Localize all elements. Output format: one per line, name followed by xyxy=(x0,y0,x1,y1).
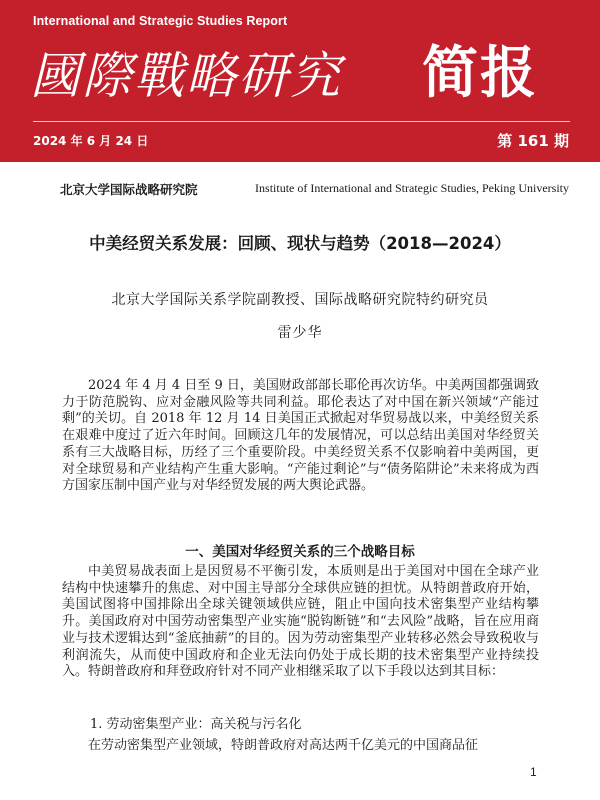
page-number: 1 xyxy=(530,765,537,779)
body-paragraph-2: 中美贸易战表面上是因贸易不平衡引发，本质则是出于美国对中国在全球产业结构中快速攀升的焦虑、对中国主导部分全球供应链的担忧。从特朗普政府开始，美国试图将中国排除出全球关键领域供应链，阻止中国向技术密集型产业结构攀升。美国政府对中国劳动密集型产业实施“脱钩断链”和“去风险”战略，旨在应用商业与技术逻辑达到“釜底抽薪”的目的。因为劳动密集型产业转移必然会导致税收与利润流失，从而使中国政府和企业无法向仍处于成长期的技术密集型产业持续投入。特朗普政府和拜登政府针对不同产业相继采取了以下手段以达到其目标： xyxy=(62,564,539,680)
body-paragraph-1: 2024 年 4 月 4 日至 9 日，美国财政部部长耶伦再次访华。中美两国都强调致力于防范脱钩、应对金融风险等共同利益。耶伦表达了对中国在新兴领域“产能过剩”的关切。自 2018 年 12 月 14 日美国正式掀起对华贸易战以来，中美经贸关系在艰难中度过了近六年时间。回顾这几年的发展情况，可以总结出美国对华经贸关系有三大战略目标，历经了三个重要阶段。中美经贸关系不仅影响着中美两国，更对全球贸易和产业结构产生重大影响。“产能过剩论”与“债务陷阱论”未来将成为西方国家压制中国产业与对华经贸发展的两大舆论武器。 xyxy=(62,378,539,494)
report-english-name: International and Strategic Studies Report xyxy=(33,14,288,28)
report-title-calligraphy: 國際戰略研究 xyxy=(30,47,342,105)
issue-number: 第 161 期 xyxy=(497,132,569,150)
banner-divider xyxy=(33,121,570,122)
author-affiliation: 北京大学国际关系学院副教授、国际战略研究院特约研究员 xyxy=(111,292,489,308)
section-heading-1: 一、美国对华经贸关系的三个战略目标 xyxy=(185,544,415,560)
report-title-jianbao: 简报 xyxy=(422,41,538,106)
report-banner xyxy=(0,0,600,162)
institute-name-en: Institute of International and Strategic Studies, Peking University xyxy=(255,181,569,195)
article-title: 中美经贸关系发展：回顾、现状与趋势（2018—2024） xyxy=(89,234,511,253)
subheading-1: 1. 劳动密集型产业：高关税与污名化 xyxy=(90,717,302,732)
institute-name-cn: 北京大学国际战略研究院 xyxy=(60,182,198,197)
author-name: 雷少华 xyxy=(277,325,323,341)
body-paragraph-3: 在劳动密集型产业领域，特朗普政府对高达两千亿美元的中国商品征 xyxy=(88,738,479,753)
report-date: 2024 年 6 月 24 日 xyxy=(33,134,149,148)
